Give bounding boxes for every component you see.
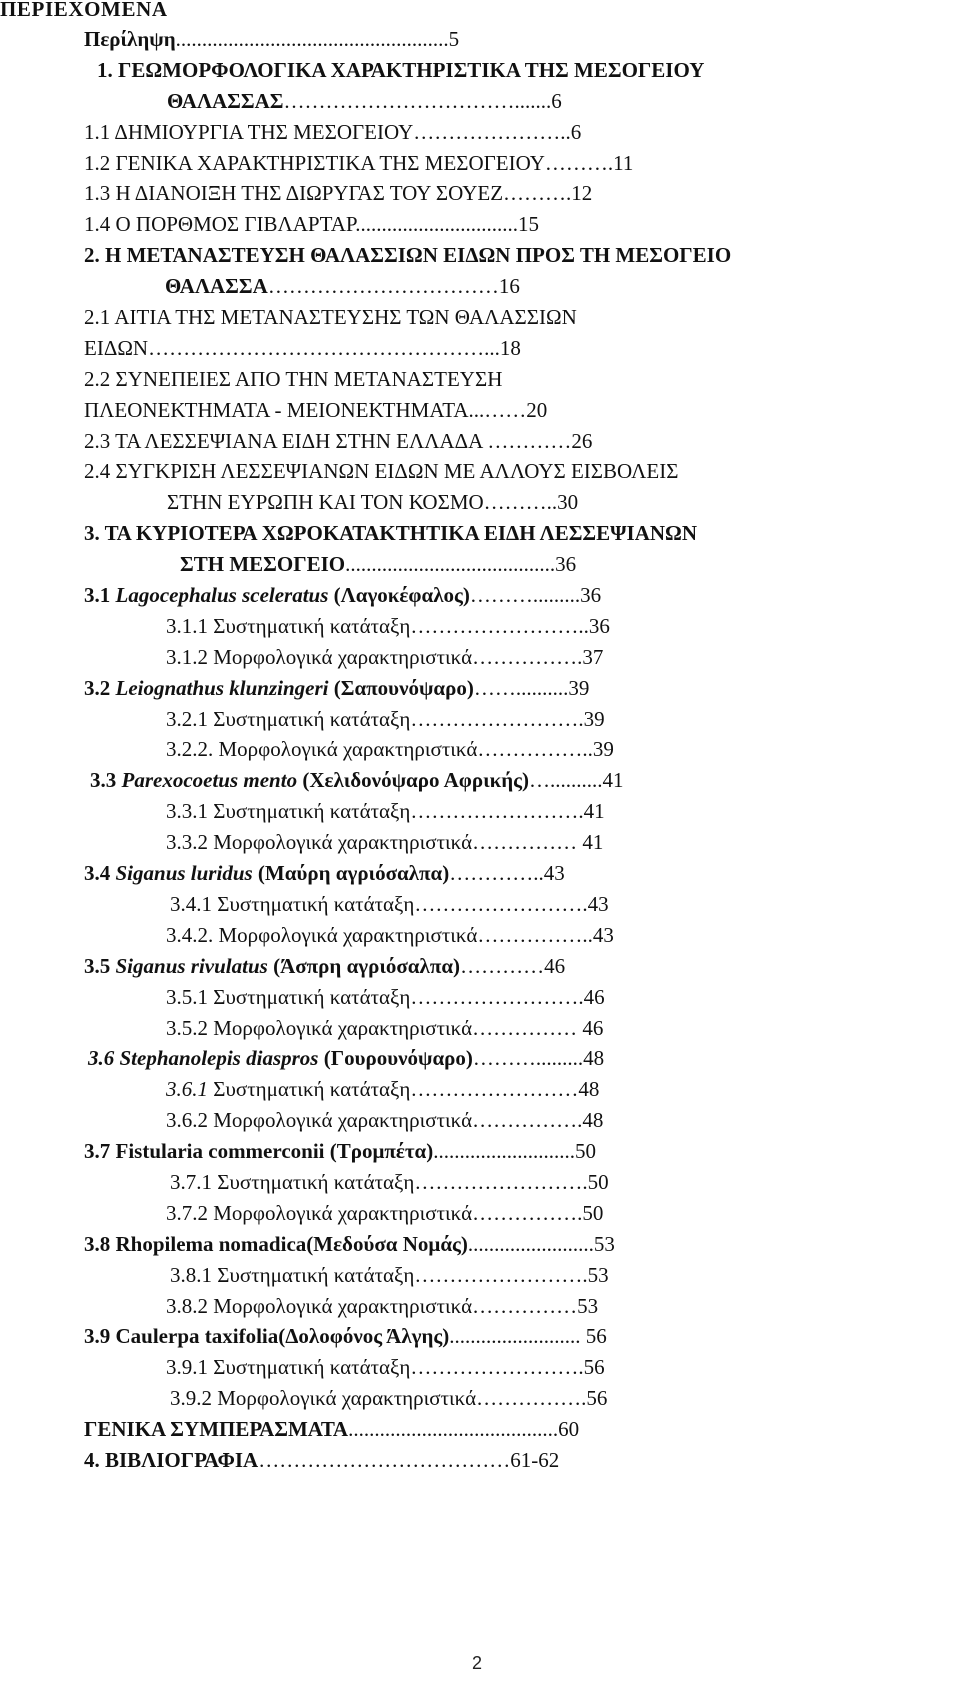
toc-entry-text: ΠΛΕΟΝΕΚΤΗΜΑΤΑ - ΜΕΙΟΝΕΚΤΗΜΑΤΑ...……20 bbox=[84, 397, 548, 422]
toc-entry bbox=[0, 395, 960, 426]
toc-entry bbox=[0, 426, 960, 457]
toc-entry-text: 3.6.2 Μορφολογικά χαρακτηριστικά…………….48 bbox=[166, 1108, 604, 1133]
toc-entry-text: 4. ΒΙΒΛΙΟΓΡΑΦΙΑ bbox=[84, 1447, 259, 1472]
toc-entry bbox=[0, 1291, 960, 1322]
toc-entry bbox=[0, 487, 960, 518]
toc-entry-text: 2.1 ΑΙΤΙΑ ΤΗΣ ΜΕΤΑΝΑΣΤΕΥΣΗΣ ΤΩΝ ΘΑΛΑΣΣΙΩΝ bbox=[84, 305, 577, 330]
page-title: ΠΕΡΙΕΧΟΜΕΝΑ bbox=[0, 0, 168, 21]
toc-entry-text: 3.9.1 Συστηματική κατάταξη…………………….56 bbox=[166, 1355, 605, 1380]
toc-entry bbox=[0, 951, 960, 982]
toc-entry bbox=[0, 364, 960, 395]
toc-entry bbox=[0, 1414, 960, 1445]
toc-entry-text: 3. ΤΑ ΚΥΡΙΟΤΕΡΑ ΧΩΡΟΚΑΤΑΚΤΗΤΙΚΑ ΕΙΔΗ ΛΕΣΣΕΨΙΑΝΩΝ bbox=[84, 521, 698, 546]
toc-entry bbox=[0, 982, 960, 1013]
toc-entry-text: (Λαγοκέφαλος) bbox=[328, 583, 470, 608]
toc-entry-text: 3.5 bbox=[84, 953, 116, 978]
toc-entry-text: 2. Η ΜΕΤΑΝΑΣΤΕΥΣΗ ΘΑΛΑΣΣΙΩΝ ΕΙΔΩΝ ΠΡΟΣ ΤΗ ΜΕΣΟΓΕΙΟ bbox=[84, 243, 732, 268]
toc-entry bbox=[0, 1043, 960, 1074]
toc-entry-text: 1.2 ΓΕΝΙΚΑ ΧΑΡΑΚΤΗΡΙΣΤΙΚΑ ΤΗΣ ΜΕΣΟΓΕΙΟΥ……….11 bbox=[84, 150, 634, 175]
toc-leader-page: ........................................60 bbox=[348, 1417, 580, 1442]
toc-leader-page: ......................... 56 bbox=[449, 1324, 607, 1349]
toc-entry bbox=[0, 889, 960, 920]
toc-entry-text: 3.7.2 Μορφολογικά χαρακτηριστικά…………….50 bbox=[166, 1200, 604, 1225]
toc-entry-text: 1. ΓΕΩΜΟΡΦΟΛΟΓΙΚΑ ΧΑΡΑΚΤΗΡΙΣΤΙΚΑ ΤΗΣ ΜΕΣΟΓΕΙΟΥ bbox=[97, 57, 705, 82]
toc-entry-text: 1.4 Ο ΠΟΡΘΜΟΣ ΓΙΒΛΑΡΤΑΡ...............................15 bbox=[84, 212, 540, 237]
toc-leader-page: ...........................50 bbox=[433, 1139, 596, 1164]
toc-entry bbox=[0, 178, 960, 209]
toc-entry-text: ΓΕΝΙΚΑ ΣΥΜΠΕΡΑΣΜΑΤΑ bbox=[84, 1417, 349, 1442]
toc-entry-text: Leiognathus klunzingeri bbox=[115, 675, 329, 700]
toc-leader-page: ……………………………16 bbox=[267, 274, 520, 299]
toc-leader-page: ........................53 bbox=[467, 1231, 615, 1256]
toc-entry-text: (Γουρουνόψαρο) bbox=[318, 1046, 473, 1071]
toc-entry bbox=[0, 549, 960, 580]
toc-entry bbox=[0, 1198, 960, 1229]
toc-entry-text: Lagocephalus sceleratus bbox=[115, 583, 329, 608]
toc-leader-page: ........................................36 bbox=[345, 552, 577, 577]
toc-leader-page: ……..........39 bbox=[473, 675, 590, 700]
toc-entry-text: 1.3 Η ΔΙΑΝΟΙΞΗ ΤΗΣ ΔΙΩΡΥΓΑΣ ΤΟΥ ΣΟΥΕΖ……….12 bbox=[84, 181, 593, 206]
toc-entry bbox=[0, 734, 960, 765]
toc-entry-text: Siganus luridus bbox=[115, 861, 253, 886]
toc-entry bbox=[0, 858, 960, 889]
toc-entry-text: 3.8.1 Συστηματική κατάταξη…………………….53 bbox=[170, 1262, 609, 1287]
toc-entry bbox=[0, 456, 960, 487]
toc-entry-text: ΘΑΛΑΣΣΑ bbox=[165, 274, 268, 299]
toc-entry bbox=[0, 611, 960, 642]
toc-entry-text: 3.3 bbox=[90, 768, 122, 793]
toc-entry bbox=[0, 1383, 960, 1414]
toc-entry bbox=[0, 302, 960, 333]
toc-entry-text: Περίληψη bbox=[84, 27, 176, 51]
toc-entry-text: (Άσπρη αγριόσαλπα) bbox=[267, 953, 461, 978]
toc-entry-text: 3.3.2 Μορφολογικά χαρακτηριστικά…………… 41 bbox=[166, 830, 604, 855]
toc-entry bbox=[0, 765, 960, 796]
toc-leader-page: …………46 bbox=[460, 953, 566, 978]
toc-entry-text: 3.5.1 Συστηματική κατάταξη…………………….46 bbox=[166, 984, 605, 1009]
toc-entry bbox=[0, 1013, 960, 1044]
toc-entry bbox=[0, 796, 960, 827]
toc-entry-text: 3.4.2. Μορφολογικά χαρακτηριστικά……………..43 bbox=[166, 922, 614, 947]
toc-entry bbox=[0, 117, 960, 148]
toc-entry-text: (Σαπουνόψαρο) bbox=[328, 675, 474, 700]
toc-leader-page: ………………………………61-62 bbox=[258, 1447, 560, 1472]
toc-entry bbox=[0, 518, 960, 549]
toc-entry-text: 3.2 bbox=[84, 675, 116, 700]
toc-entry bbox=[0, 1260, 960, 1291]
toc-entry-text: 3.3.1 Συστηματική κατάταξη…………………….41 bbox=[166, 799, 605, 824]
toc-entry-text: 3.9 Caulerpa taxifolia(Δολοφόνος Άλγης) bbox=[84, 1324, 450, 1349]
toc-entry bbox=[0, 1229, 960, 1260]
toc-entry bbox=[0, 704, 960, 735]
toc-entry bbox=[0, 333, 960, 364]
toc-entry-text: 2.3 ΤΑ ΛΕΣΣΕΨΙΑΝΑ ΕΙΔΗ ΣΤΗΝ ΕΛΛΑΔΑ …………26 bbox=[84, 428, 593, 453]
toc-entry bbox=[0, 1105, 960, 1136]
toc-entry bbox=[0, 1321, 960, 1352]
toc-leader-page: ……….........36 bbox=[469, 583, 602, 608]
page-number: 2 bbox=[472, 1653, 483, 1673]
toc-entry bbox=[0, 920, 960, 951]
toc-entry-text: 3.8.2 Μορφολογικά χαρακτηριστικά……………53 bbox=[166, 1293, 599, 1318]
toc-entry-text: Siganus rivulatus bbox=[115, 953, 268, 978]
toc-entry bbox=[0, 24, 960, 55]
toc-entry-text: 3.4.1 Συστηματική κατάταξη…………………….43 bbox=[170, 891, 609, 916]
toc-entry bbox=[0, 209, 960, 240]
toc-entry-text: 3.4 bbox=[84, 861, 116, 886]
toc-entry-text: 3.7.1 Συστηματική κατάταξη…………………….50 bbox=[170, 1169, 609, 1194]
toc-entry-text: 3.8 Rhopilema nomadica(Μεδούσα Νομάς) bbox=[84, 1231, 468, 1256]
toc-entry-text: 3.9.2 Μορφολογικά χαρακτηριστικά…………….56 bbox=[170, 1386, 608, 1411]
toc-entry-text: 2.2 ΣΥΝΕΠΕΙΕΣ ΑΠΟ ΤΗΝ ΜΕΤΑΝΑΣΤΕΥΣΗ bbox=[84, 366, 503, 391]
toc-leader-page: …..........41 bbox=[529, 768, 624, 793]
toc-entry-text: (Χελιδονόψαρο Αφρικής) bbox=[297, 768, 530, 793]
toc-entry-text: 3.7 Fistularia commerconii (Τρομπέτα) bbox=[84, 1139, 434, 1164]
toc-entry bbox=[0, 1136, 960, 1167]
toc-entry-text: ΣΤΗΝ ΕΥΡΩΠΗ ΚΑΙ ΤΟΝ ΚΟΣΜΟ………..30 bbox=[167, 490, 579, 515]
toc-entry bbox=[0, 148, 960, 179]
toc-entry-text: ΣΤΗ ΜΕΣΟΓΕΙΟ bbox=[180, 552, 346, 577]
toc-entry-text: 3.1.2 Μορφολογικά χαρακτηριστικά…………….37 bbox=[166, 644, 604, 669]
toc-entry bbox=[0, 240, 960, 271]
toc-leader-page: ……….........48 bbox=[472, 1046, 605, 1071]
table-of-contents bbox=[0, 24, 960, 1476]
toc-entry bbox=[0, 673, 960, 704]
toc-entry bbox=[0, 55, 960, 86]
toc-entry bbox=[0, 271, 960, 302]
toc-entry-text: 3.1 bbox=[84, 583, 116, 608]
toc-leader-page: …………..43 bbox=[449, 861, 565, 886]
toc-entry-text: (Μαύρη αγριόσαλπα) bbox=[252, 861, 450, 886]
toc-entry bbox=[0, 1167, 960, 1198]
toc-entry-text: 1.1 ΔΗΜΙΟΥΡΓΙΑ ΤΗΣ ΜΕΣΟΓΕΙΟΥ…………………..6 bbox=[84, 119, 582, 144]
toc-leader-page: …………………………….......6 bbox=[283, 88, 562, 113]
toc-entry-text: Parexocoetus mento bbox=[121, 768, 298, 793]
toc-entry-text: Συστηματική κατάταξη……………………48 bbox=[208, 1077, 600, 1102]
toc-entry-text: 3.6.1 bbox=[166, 1077, 208, 1102]
toc-entry-text: 3.1.1 Συστηματική κατάταξη……………………..36 bbox=[166, 613, 610, 638]
toc-entry-text: 2.4 ΣΥΓΚΡΙΣΗ ΛΕΣΣΕΨΙΑΝΩΝ ΕΙΔΩΝ ΜΕ ΑΛΛΟΥΣ ΕΙΣΒΟΛΕΙΣ bbox=[84, 459, 679, 484]
toc-entry bbox=[0, 1352, 960, 1383]
toc-entry bbox=[0, 580, 960, 611]
toc-entry-text: ΕΙΔΩΝ…………………………………………...18 bbox=[84, 335, 521, 360]
toc-entry-text: 3.2.2. Μορφολογικά χαρακτηριστικά……………..39 bbox=[166, 737, 614, 762]
toc-entry bbox=[0, 642, 960, 673]
toc-entry-text: 3.5.2 Μορφολογικά χαρακτηριστικά…………… 46 bbox=[166, 1015, 604, 1040]
toc-entry-text: 3.2.1 Συστηματική κατάταξη…………………….39 bbox=[166, 706, 605, 731]
toc-entry bbox=[0, 86, 960, 117]
toc-entry bbox=[0, 1445, 960, 1476]
toc-entry-text: ΘΑΛΑΣΣΑΣ bbox=[167, 88, 284, 113]
toc-entry bbox=[0, 827, 960, 858]
toc-entry-text: 3.6 bbox=[88, 1046, 120, 1071]
toc-entry-text: Stephanolepis diaspros bbox=[119, 1046, 319, 1071]
toc-leader-page: ....................................................5 bbox=[175, 27, 460, 51]
toc-entry bbox=[0, 1074, 960, 1105]
